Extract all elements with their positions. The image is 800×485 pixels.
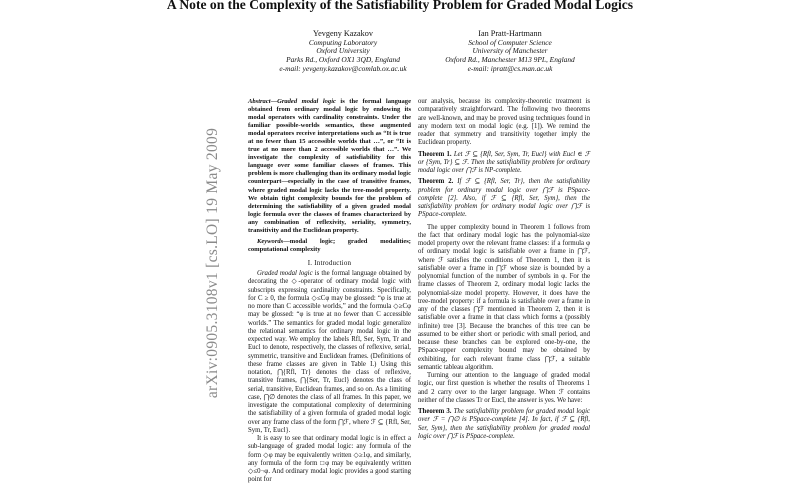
theorem-3-label: Theorem 3. xyxy=(418,408,452,415)
theorem-1 xyxy=(418,151,590,176)
intro-p1-text: is the formal language obtained by decorating the ◇-operator of ordinary modal logic with subscripts expressing cardinality constraints. Specifically, for C ≥ 0, the formula ◇≤Cφ may be glossed: “φ is true at no more than C accessible worlds,” and the formula ◇≥Cφ may be glossed: “φ is true at no fewer than C accessible worlds.” The semantics for graded modal logic generalize the relational semantics for ordinary modal logic in the expected way. We employ the labels Rfl, Ser, Sym, Tr and Eucl to denote, respectively, the classes of reflexive, serial, symmetric, transitive and Euclidean frames. (Definitions of these frame classes are given in Table I.) Using this notation, ⋂{Rfl, Tr} denotes the class of reflexive, transitive frames, ⋂{Ser, Tr, Eucl} denotes the class of serial, transitive, Euclidean frames, and so on. As a limiting case, ⋂∅ denotes the class of all frames. In this paper, we investigate the computational complexity of determining the satisfiability of a given formula of graded modal logic over any frame class of the form ⋂ℱ, where ℱ ⊆ {Rfl, Ser, Sym, Tr, Eucl}. xyxy=(248,270,411,434)
author-dept: Computing Laboratory xyxy=(308,37,378,47)
intro-paragraph-2: It is easy to see that ordinary modal logic is in effect a sub-language of graded modal logic: any formula of the form ◇φ may be equivalently written ◇≥1φ, and similarly, any formula of the form □φ may be equivalently written ◇≤0¬φ. And ordinary modal logic provides a good starting point for xyxy=(248,435,411,484)
theorem-3 xyxy=(418,408,590,441)
abstract-label: Abstract xyxy=(248,98,271,105)
author-block-pratt-hartmann xyxy=(405,30,615,74)
arxiv-stamp-text: arXiv:0905.3108v1 [cs.LO] 19 May 2009 xyxy=(204,127,221,399)
intro-paragraph-1 xyxy=(248,270,411,435)
theorem-2 xyxy=(418,178,590,219)
keywords-text: modal logic; graded modalities; computational complexity xyxy=(248,237,411,253)
intro-lead-term: Graded modal logic xyxy=(257,270,313,278)
right-column xyxy=(418,98,590,450)
author-address: Parks Rd., Oxford OX1 3QD, England xyxy=(286,55,400,65)
author-name: Yevgeny Kazakov xyxy=(313,29,373,38)
abstract-lead-term: Graded modal logic xyxy=(277,98,336,105)
keywords-label: Keywords xyxy=(257,237,284,245)
theorem-2-text: If ℱ ⊆ {Rfl, Ser, Tr}, then the satisfiability problem for ordinary modal logic over ⋂ℱ is PSpace-complete [2]. Also, if ℱ ⊆ {Rfl, Ser, Sym}, then the satisfiability problem for ordinary modal logic over ⋂ℱ is PSpace-complete. xyxy=(418,178,590,219)
theorem-1-text: Let ℱ ⊆ {Rfl, Ser, Sym, Tr, Eucl} with Eucl ∈ ℱ or {Sym, Tr} ⊆ ℱ. Then the satisfiability problem for ordinary modal logic over ⋂ℱ is NP-complete. xyxy=(418,150,590,174)
author-email: e-mail: yevgeny.kazakov@comlab.ox.ac.uk xyxy=(279,63,407,73)
theorem-2-label: Theorem 2. xyxy=(418,178,454,186)
right-paragraph-2: The upper complexity bound in Theorem 1 follows from the fact that ordinary modal logic has the polynomial-size model property over the relevant frame classes: if a formula φ of ordinary modal logic is satisfiable over a frame in ⋂ℱ, where ℱ satisfies the conditions of Theorem 1, then it is satisfiable over a frame in ⋂ℱ whose size is bounded by a polynomial function of the number of symbols in φ. For the frame classes of Theorem 2, ordinary modal logic lacks the polynomial-size model property. However, it does have the tree-model property: if a formula is satisfiable over a frame in any of the classes ⋂ℱ mentioned in Theorem 2, then it is satisfiable over a frame in that class which forms a (possibly infinite) tree [3]. Because the branches of this tree can be assumed to be either short or periodic with small period, and because these branches can be explored one-by-one, the PSpace-upper complexity bound may be obtained by exhibiting, for each relevant frame class ⋂ℱ, a suitable semantic tableau algorithm. xyxy=(418,223,590,371)
abstract: Abstract—Graded modal logic is the formal language obtained from ordinary modal logic by endowing its modal operators with cardinality constraints. Under the familiar possible-worlds semantics, these augmented modal operators receive interpretations such as “It is true at no fewer than 15 accessible worlds that …”, or “It is true at no more than 2 accessible worlds that …”. We investigate the complexity of satisfiability for this language over some familiar classes of frames. This problem is more challenging than its ordinary modal logic counterpart—especially in the case of transitive frames, where graded modal logic lacks the tree-model property. We obtain tight complexity bounds for the problem of determining the satisfiability of a given graded modal logic formula over the classes of frames characterized by any combination of reflexivity, seriality, symmetry, transitivity and the Euclidean property. xyxy=(248,98,411,234)
author-address: Oxford Rd., Manchester M13 9PL, England xyxy=(445,55,575,65)
abstract-text: is the formal language obtained from ordinary modal logic by endowing its modal operators with cardinality constraints. Under the familiar possible-worlds semantics, these augmented modal operators receive interpretations such as “It is true at no fewer than 15 accessible worlds that …”, or “It is true at no more than 2 accessible worlds that …”. We investigate the complexity of satisfiability for this language over some familiar classes of frames. This problem is more challenging than its ordinary modal logic counterpart—especially in the case of transitive frames, where graded modal logic lacks the tree-model property. We obtain tight complexity bounds for the problem of determining the satisfiability of a given graded modal logic formula over the classes of frames characterized by any combination of reflexivity, seriality, symmetry, transitivity and the Euclidean property. xyxy=(248,98,411,234)
author-email: e-mail: ipratt@cs.man.ac.uk xyxy=(467,63,553,73)
theorem-1-label: Theorem 1. xyxy=(418,150,452,158)
author-dept: School of Computer Science xyxy=(468,37,552,47)
keywords: Keywords—modal logic; graded modalities; computational complexity xyxy=(248,237,411,253)
theorem-3-text: The satisfiability problem for graded modal logic over ℱ = ⋂∅ is PSpace-complete [4]. In fact, if ℱ ⊆ {Rfl, Ser, Sym}, then the satisfiability problem for graded modal logic over ⋂ℱ is PSpace-complete. xyxy=(418,408,590,440)
author-institution: Oxford University xyxy=(316,46,370,56)
section-heading-introduction: I. Introduction xyxy=(307,258,352,267)
paper-title: A Note on the Complexity of the Satisfiability Problem for Graded Modal Logics xyxy=(166,0,634,12)
author-institution: University of Manchester xyxy=(472,46,548,56)
author-name: Ian Pratt-Hartmann xyxy=(478,29,542,38)
right-paragraph-1: our analysis, because its complexity-theoretic treatment is comparatively straightforward. The following two theorems are well-known, and may be proved using techniques found in any modern text on modal logic (e.g. [1]). We remind the reader that symmetry and transitivity together imply the Euclidean property. xyxy=(418,98,590,147)
left-column xyxy=(248,98,411,484)
right-paragraph-3: Turning our attention to the language of graded modal logic, our first question is whether the results of Theorems 1 and 2 carry over to the larger language. When ℱ contains neither of the classes Tr or Eucl, the answer is yes. We have: xyxy=(418,372,590,404)
